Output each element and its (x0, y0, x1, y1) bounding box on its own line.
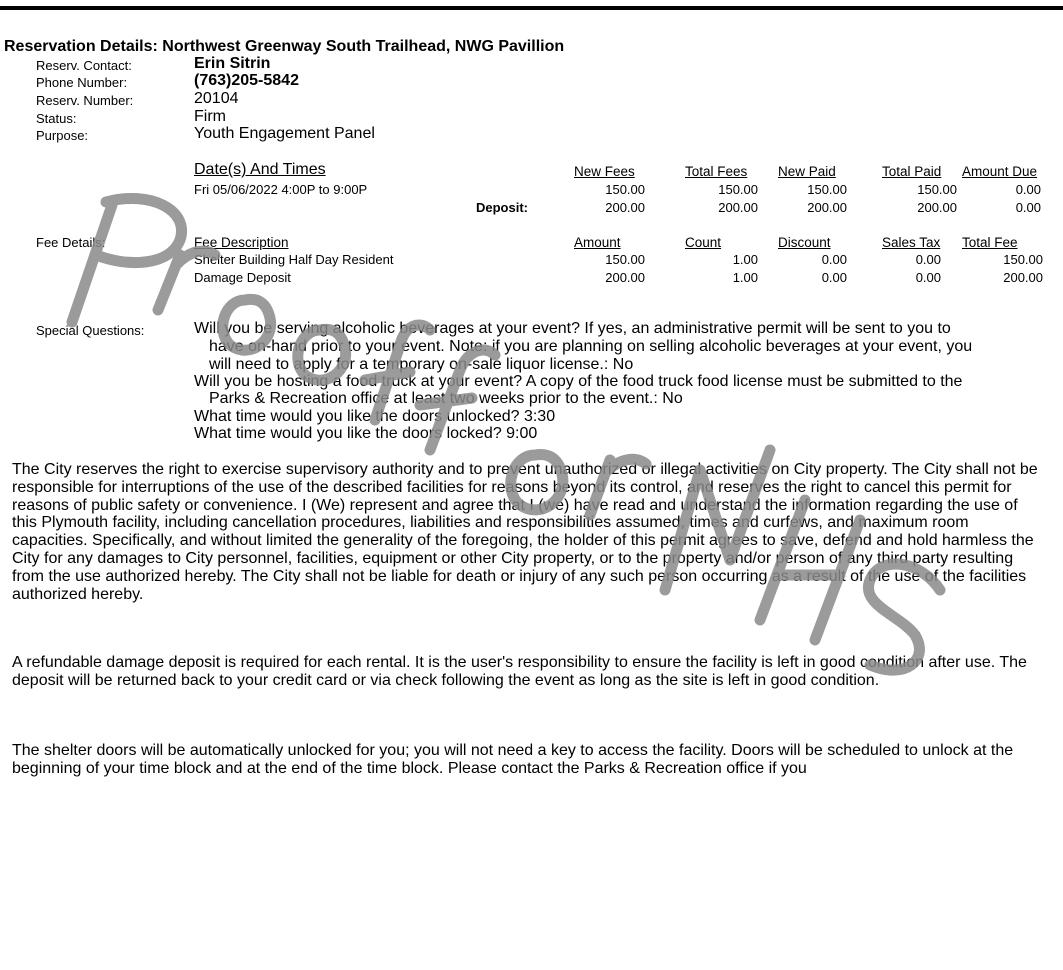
special-questions-label: Special Questions: (36, 323, 145, 338)
fee-header-sales-tax: Sales Tax (882, 235, 941, 250)
status-label: Status: (36, 111, 77, 126)
fee-header-discount: Discount (778, 235, 831, 250)
question-line: Will you be serving alcoholic beverages at your event? If yes, an administrative permit will be sent to you to (194, 320, 951, 337)
deposit-paragraph: A refundable damage deposit is required for each rental. It is the user's responsibility to ensure the facility is left in good condition after use. The deposit will be returned back to your credit card or via check following the event as long as the site is left in good condition. (12, 654, 1027, 689)
question-line: What time would you like the doors locked? 9:00 (194, 425, 538, 442)
dates-cell: 150.00 (917, 182, 957, 197)
deposit-label: Deposit: (476, 200, 528, 215)
fee-header-amount: Amount (574, 235, 621, 250)
fee-cell: 0.00 (821, 270, 847, 285)
fee-cell: 150.00 (605, 252, 645, 267)
contact-value: Erin Sitrin (194, 55, 271, 72)
doors-paragraph: The shelter doors will be automatically unlocked for you; you will not need a key to access the facility. Doors will be scheduled to unlock at the beginning of your time block and at the end of the time block. Please contact the Parks & Recreation office if you (12, 742, 1014, 777)
fee-cell: 0.00 (915, 252, 941, 267)
fee-cell: 1.00 (732, 270, 758, 285)
question-line: Will you be hosting a food truck at your event? A copy of the food truck food license must be submitted to the (194, 373, 963, 390)
dates-header-amount-due: Amount Due (962, 164, 1038, 179)
reservation-number-label: Reserv. Number: (36, 93, 134, 108)
fee-row-desc: Damage Deposit (194, 270, 291, 285)
terms-paragraph: The City reserves the right to exercise supervisory authority and to prevent unauthorized or illegal activities on City property. The City shall not be responsible for interruptions of the use of the described facilities for reasons beyond its control, and reserves the right to cancel this permit for reasons of public safety or convenience. I (We) represent and agree that I (we) have read and understand the information regarding the use of this Plymouth facility, including cancellation procedures, liabilities and responsibilities assumed, times and curfews, and maximum room capacities. Specifically, and without limited the generality of the foregoing, the holder of this permit agrees to save, defend and hold harmless the City for any damages to City personnel, facilities, equipment or other City property, or to the property and/or person of any third party resulting from the use authorized hereby. The City shall not be liable for death or injury of any such person occurring as a result of the use of the facilities authorized hereby. (12, 461, 1038, 603)
dates-header-desc: Date(s) And Times (194, 161, 326, 178)
phone-label: Phone Number: (36, 75, 128, 90)
page-title: Reservation Details: Northwest Greenway South Trailhead, NWG Pavillion (4, 38, 565, 55)
fee-cell: 200.00 (605, 270, 645, 285)
question-line: Parks & Recreation office at least two weeks prior to the event.: No (209, 390, 683, 407)
dates-cell: 200.00 (917, 200, 957, 215)
fee-cell: 200.00 (1003, 270, 1043, 285)
dates-header-new-paid: New Paid (778, 164, 836, 179)
fee-cell: 150.00 (1003, 252, 1043, 267)
dates-cell: 200.00 (807, 200, 847, 215)
dates-cell: 200.00 (605, 200, 645, 215)
fee-header-total-fee: Total Fee (962, 235, 1018, 250)
reservation-number-value: 20104 (194, 90, 239, 107)
dates-cell: 0.00 (1015, 182, 1041, 197)
purpose-label: Purpose: (36, 128, 89, 143)
top-rule (0, 6, 1063, 10)
fee-cell: 0.00 (821, 252, 847, 267)
dates-cell: 150.00 (718, 182, 758, 197)
dates-cell: 150.00 (605, 182, 645, 197)
fee-header-desc: Fee Description (194, 235, 289, 250)
dates-header-total-fees: Total Fees (685, 164, 748, 179)
purpose-value: Youth Engagement Panel (194, 125, 375, 142)
dates-row-desc: Fri 05/06/2022 4:00P to 9:00P (194, 182, 368, 197)
question-line: will need to apply for a temporary on-sale liquor license.: No (209, 356, 634, 373)
fee-header-count: Count (685, 235, 722, 250)
dates-header-total-paid: Total Paid (882, 164, 942, 179)
contact-label: Reserv. Contact: (36, 58, 132, 73)
dates-cell: 150.00 (807, 182, 847, 197)
dates-cell: 0.00 (1015, 200, 1041, 215)
question-line: What time would you like the doors unlocked? 3:30 (194, 408, 556, 425)
phone-value: (763)205-5842 (194, 72, 299, 89)
fee-details-label: Fee Details: (36, 235, 106, 250)
fee-cell: 0.00 (915, 270, 941, 285)
fee-cell: 1.00 (732, 252, 758, 267)
status-value: Firm (194, 108, 226, 125)
question-line: have on-hand prior to your event. Note: if you are planning on selling alcoholic beverages at your event, you (209, 338, 973, 355)
dates-header-new-fees: New Fees (574, 164, 635, 179)
dates-cell: 200.00 (718, 200, 758, 215)
fee-row-desc: Shelter Building Half Day Resident (194, 252, 394, 267)
